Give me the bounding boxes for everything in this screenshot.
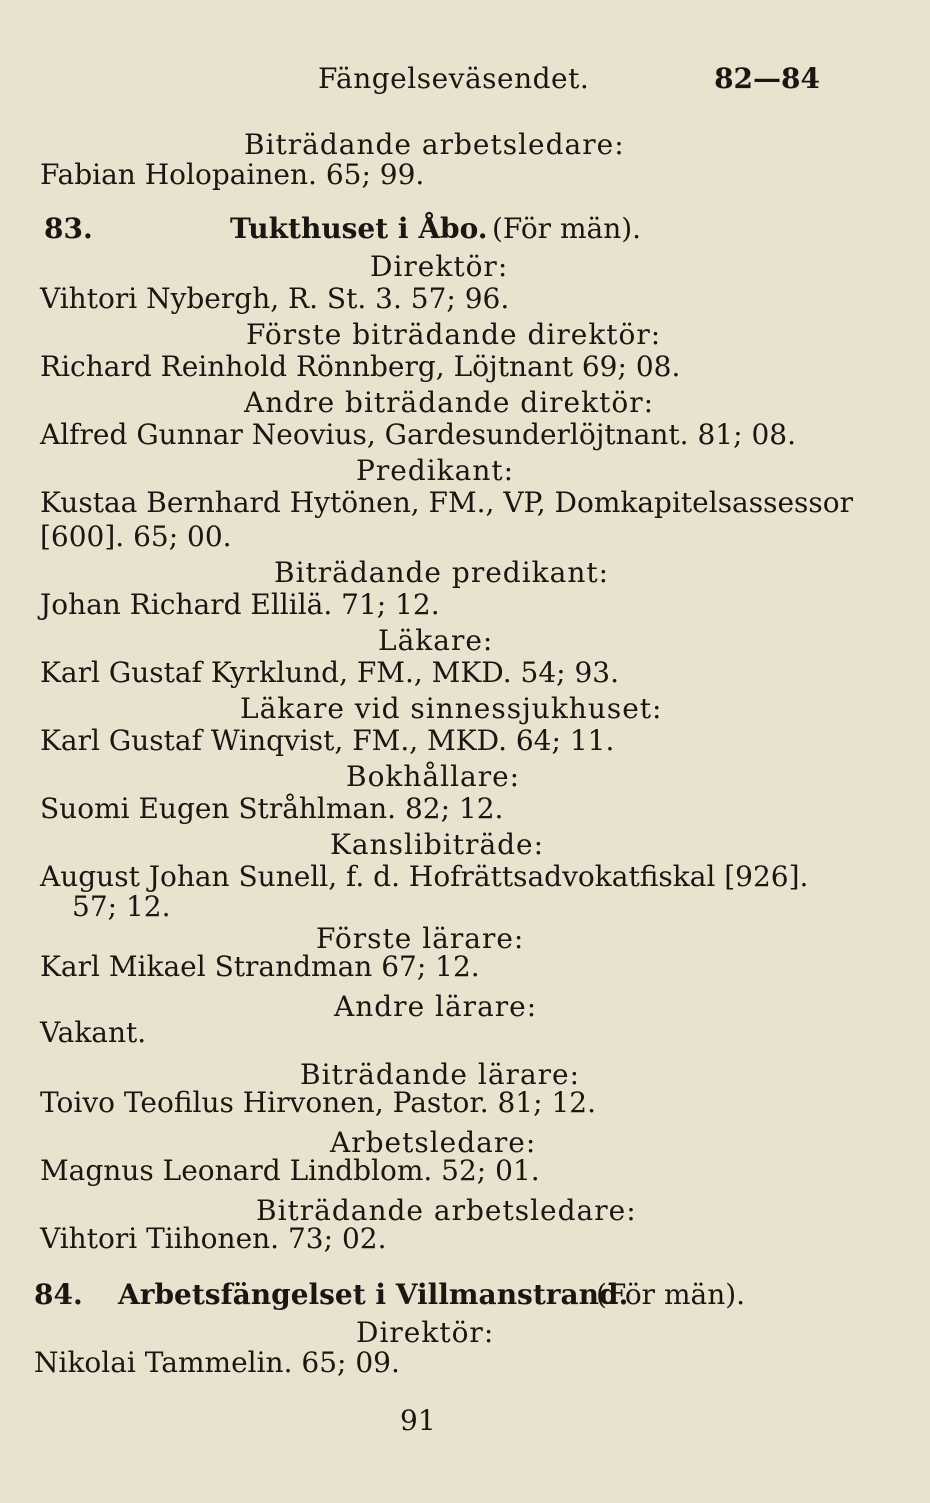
running-header-title: Fängelseväsendet. bbox=[318, 62, 590, 95]
role-heading: Direktör: bbox=[356, 1316, 495, 1349]
section-note: (För män). bbox=[596, 1278, 746, 1311]
section-title: Arbetsfängelset i Villmanstrand. bbox=[118, 1278, 629, 1311]
person-entry: Magnus Leonard Lindblom. 52; 01. bbox=[40, 1154, 540, 1187]
person-entry: Fabian Holopainen. 65; 99. bbox=[40, 158, 425, 191]
role-heading: Direktör: bbox=[370, 250, 509, 283]
person-entry: Karl Mikael Strandman 67; 12. bbox=[40, 950, 480, 983]
person-entry: Vakant. bbox=[40, 1016, 147, 1049]
role-heading: Läkare vid sinnessjukhuset: bbox=[240, 692, 663, 725]
person-entry: Suomi Eugen Stråhlman. 82; 12. bbox=[40, 792, 504, 825]
person-entry-continuation: 57; 12. bbox=[72, 890, 171, 923]
person-entry: Vihtori Nybergh, R. St. 3. 57; 96. bbox=[40, 282, 510, 315]
role-heading: Andre lärare: bbox=[334, 990, 538, 1023]
person-entry: August Johan Sunell, f. d. Hofrättsadvokatfiskal [926]. bbox=[40, 860, 809, 893]
role-heading: Förste biträdande direktör: bbox=[246, 318, 662, 351]
section-number: 84. bbox=[34, 1278, 83, 1311]
section-title: Tukthuset i Åbo. bbox=[230, 212, 488, 245]
person-entry: Johan Richard Ellilä. 71; 12. bbox=[40, 588, 440, 621]
person-entry: Karl Gustaf Winqvist, FM., MKD. 64; 11. bbox=[40, 724, 615, 757]
person-entry: Toivo Teofilus Hirvonen, Pastor. 81; 12. bbox=[40, 1086, 596, 1119]
role-heading: Predikant: bbox=[356, 454, 515, 487]
section-note: (För män). bbox=[492, 212, 642, 245]
section-number: 83. bbox=[44, 212, 93, 245]
person-entry: Kustaa Bernhard Hytönen, FM., VP, Domkapitelsassessor bbox=[40, 486, 854, 519]
role-heading: Bokhållare: bbox=[346, 760, 521, 793]
person-entry: Vihtori Tiihonen. 73; 02. bbox=[40, 1222, 387, 1255]
role-heading: Andre biträdande direktör: bbox=[244, 386, 655, 419]
role-heading: Biträdande lärare: bbox=[300, 1058, 581, 1091]
person-entry: Karl Gustaf Kyrklund, FM., MKD. 54; 93. bbox=[40, 656, 620, 689]
role-heading: Biträdande predikant: bbox=[274, 556, 610, 589]
role-heading: Läkare: bbox=[378, 624, 494, 657]
role-heading: Biträdande arbetsledare: bbox=[244, 128, 625, 161]
person-entry: Nikolai Tammelin. 65; 09. bbox=[34, 1346, 400, 1379]
person-entry: Richard Reinhold Rönnberg, Löjtnant 69; 08. bbox=[40, 350, 681, 383]
page-number: 91 bbox=[400, 1404, 436, 1437]
running-header-range: 82—84 bbox=[714, 62, 820, 95]
role-heading: Arbetsledare: bbox=[330, 1126, 537, 1159]
role-heading: Kanslibiträde: bbox=[330, 828, 545, 861]
person-entry-continuation: [600]. 65; 00. bbox=[40, 520, 232, 553]
role-heading: Biträdande arbetsledare: bbox=[256, 1194, 637, 1227]
person-entry: Alfred Gunnar Neovius, Gardesunderlöjtnant. 81; 08. bbox=[40, 418, 796, 451]
role-heading: Förste lärare: bbox=[316, 922, 525, 955]
